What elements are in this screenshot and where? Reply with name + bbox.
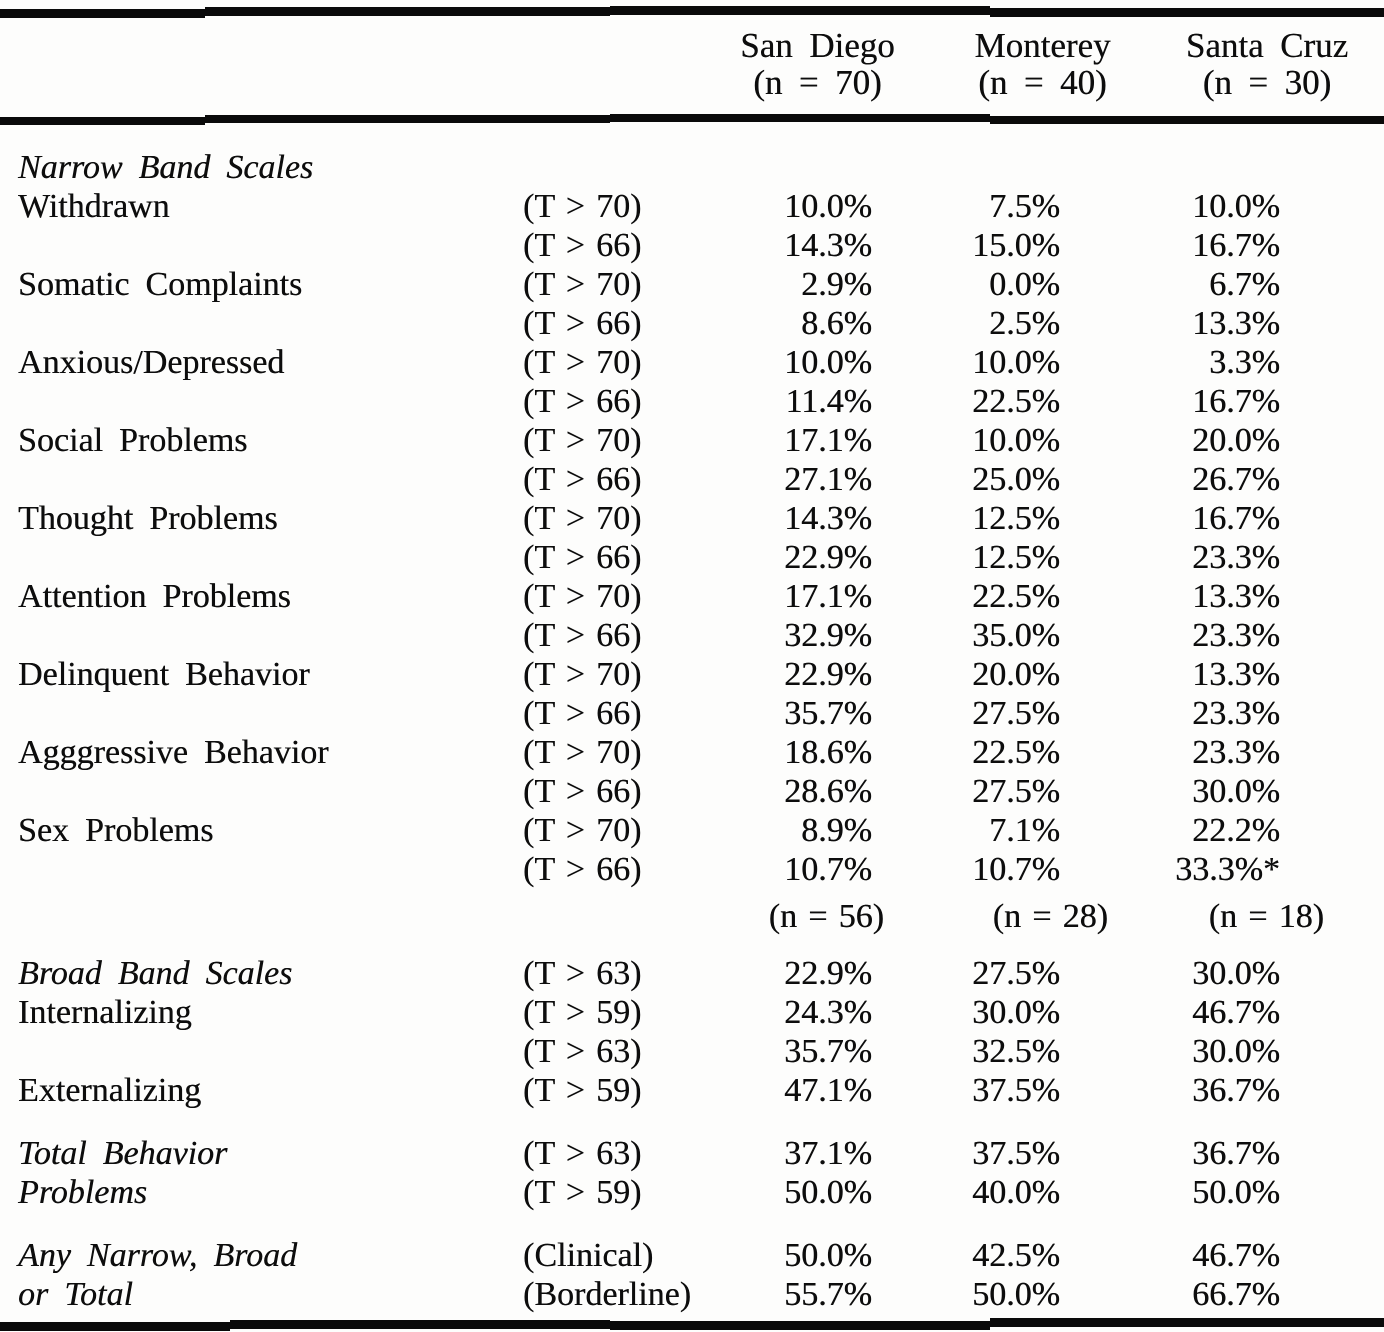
row-label: Thought Problems	[18, 500, 278, 537]
row-label: Internalizing	[18, 994, 192, 1031]
threshold-cell: (T > 70)	[523, 500, 642, 537]
threshold-cell: (T > 66)	[523, 461, 642, 498]
value-cell: 42.5%	[972, 1237, 1060, 1274]
value-cell: 30.0%	[1192, 1033, 1280, 1070]
value-cell: 16.7%	[1192, 227, 1280, 264]
row-label	[18, 538, 523, 577]
value-cell: 66.7%	[1192, 1276, 1280, 1313]
value-cell: 35.7%	[784, 695, 872, 732]
value-cell: 37.5%	[972, 1135, 1060, 1172]
table-row	[0, 265, 1384, 304]
value-cell: 8.9%	[801, 812, 872, 849]
threshold-cell: (T > 70)	[523, 656, 642, 693]
value-cell: 32.9%	[784, 617, 872, 654]
column-headers	[0, 27, 1384, 101]
table-row	[0, 811, 1384, 850]
threshold-cell: (T > 63)	[523, 1033, 642, 1070]
value-cell: 7.1%	[989, 812, 1060, 849]
table-section-narrow	[0, 148, 1384, 936]
table-row	[0, 1032, 1384, 1071]
table-row	[0, 460, 1384, 499]
value-cell: 37.1%	[784, 1135, 872, 1172]
column-sample-size: (n = 70)	[753, 63, 882, 102]
threshold-cell: (T > 66)	[523, 305, 642, 342]
value-cell: 11.4%	[785, 383, 872, 420]
value-cell: 22.9%	[784, 955, 872, 992]
row-label: Social Problems	[18, 422, 248, 459]
table-row	[0, 1173, 1384, 1212]
threshold-cell: (Clinical)	[523, 1237, 654, 1274]
value-cell: 37.5%	[972, 1072, 1060, 1109]
value-cell: 7.5%	[989, 188, 1060, 225]
header-rule	[0, 114, 1384, 126]
table-row	[0, 538, 1384, 577]
threshold-cell: (T > 70)	[523, 734, 642, 771]
column-header-santa-cruz	[1150, 27, 1384, 101]
value-cell: 10.7%	[784, 851, 872, 888]
table-body	[0, 148, 1384, 1314]
row-label	[18, 226, 523, 265]
column-title: Monterey	[974, 26, 1111, 65]
value-cell: 27.1%	[784, 461, 872, 498]
table-row	[0, 1134, 1384, 1173]
table-row	[0, 616, 1384, 655]
table-row	[0, 954, 1384, 993]
value-cell: 20.0%	[1192, 422, 1280, 459]
threshold-cell: (T > 66)	[523, 539, 642, 576]
table-row	[0, 421, 1384, 460]
threshold-cell: (T > 66)	[523, 695, 642, 732]
table-row	[0, 304, 1384, 343]
row-label: Sex Problems	[18, 812, 214, 849]
row-label	[18, 304, 523, 343]
row-label: Total Behavior	[18, 1135, 228, 1172]
table-row	[0, 577, 1384, 616]
table-row	[0, 993, 1384, 1032]
threshold-cell: (T > 66)	[523, 383, 642, 420]
column-sample-size: (n = 40)	[978, 63, 1107, 102]
column-sample-size: (n = 30)	[1202, 63, 1332, 102]
threshold-cell: (T > 70)	[523, 344, 642, 381]
bottom-rule	[0, 1318, 1384, 1330]
threshold-cell: (T > 70)	[523, 812, 642, 849]
table-row	[0, 226, 1384, 265]
threshold-cell: (T > 63)	[523, 955, 642, 992]
row-label: Externalizing	[18, 1072, 202, 1109]
row-label: Agggressive Behavior	[18, 734, 329, 771]
value-cell: 50.0%	[784, 1174, 872, 1211]
value-cell: 2.9%	[801, 266, 872, 303]
value-cell: 36.7%	[1192, 1135, 1280, 1172]
value-cell: 24.3%	[784, 994, 872, 1031]
value-cell: 40.0%	[972, 1174, 1060, 1211]
value-cell: 55.7%	[784, 1276, 872, 1313]
value-cell: 50.0%	[784, 1237, 872, 1274]
value-cell: 27.5%	[972, 773, 1060, 810]
table-section-total	[0, 1134, 1384, 1212]
row-label	[18, 460, 523, 499]
value-cell: 18.6%	[784, 734, 872, 771]
value-cell: 26.7%	[1192, 461, 1280, 498]
threshold-cell: (T > 70)	[523, 188, 642, 225]
threshold-cell: (T > 70)	[523, 266, 642, 303]
value-cell: 30.0%	[1192, 955, 1280, 992]
value-cell: (n = 56)	[768, 898, 884, 935]
table-section-broad	[0, 954, 1384, 1110]
value-cell: 35.0%	[972, 617, 1060, 654]
value-cell: 23.3%	[1192, 695, 1280, 732]
row-label	[18, 694, 523, 733]
column-title: Santa Cruz	[1185, 26, 1349, 65]
value-cell: 14.3%	[784, 227, 872, 264]
value-cell: 6.7%	[1209, 266, 1280, 303]
threshold-cell: (T > 59)	[523, 994, 642, 1031]
value-cell: (n = 28)	[992, 898, 1108, 935]
value-cell: 22.2%	[1192, 812, 1280, 849]
value-cell: 33.3%*	[1175, 851, 1280, 888]
value-cell: 32.5%	[972, 1033, 1060, 1070]
value-cell: 13.3%	[1192, 656, 1280, 693]
row-label: Somatic Complaints	[18, 266, 303, 303]
table-row	[0, 694, 1384, 733]
column-header-san-diego	[700, 27, 935, 101]
threshold-cell: (T > 70)	[523, 578, 642, 615]
value-cell: 3.3%	[1209, 344, 1280, 381]
value-cell: 0.0%	[989, 266, 1060, 303]
table-row	[0, 733, 1384, 772]
value-cell: 14.3%	[784, 500, 872, 537]
value-cell: 10.0%	[1192, 188, 1280, 225]
value-cell: 23.3%	[1192, 734, 1280, 771]
threshold-cell: (T > 63)	[523, 1135, 642, 1172]
value-cell: 17.1%	[784, 422, 872, 459]
threshold-cell: (T > 66)	[523, 227, 642, 264]
subsample-size-row	[0, 897, 1384, 936]
row-label	[18, 772, 523, 811]
table-row	[0, 772, 1384, 811]
threshold-cell: (T > 66)	[523, 851, 642, 888]
table-row	[0, 850, 1384, 889]
value-cell: 22.5%	[972, 578, 1060, 615]
value-cell: 36.7%	[1192, 1072, 1280, 1109]
value-cell: 22.5%	[972, 383, 1060, 420]
value-cell: (n = 18)	[1208, 898, 1324, 935]
value-cell: 46.7%	[1192, 994, 1280, 1031]
value-cell: 10.0%	[784, 344, 872, 381]
value-cell: 12.5%	[972, 500, 1060, 537]
row-label: or Total	[18, 1276, 133, 1313]
value-cell: 22.9%	[784, 539, 872, 576]
value-cell: 23.3%	[1192, 617, 1280, 654]
table-row	[0, 1236, 1384, 1275]
table-row	[0, 499, 1384, 538]
threshold-cell: (T > 66)	[523, 773, 642, 810]
threshold-cell: (T > 59)	[523, 1072, 642, 1109]
value-cell: 13.3%	[1192, 578, 1280, 615]
row-label	[18, 850, 523, 889]
value-cell: 10.0%	[784, 188, 872, 225]
table-row	[0, 343, 1384, 382]
value-cell: 17.1%	[784, 578, 872, 615]
threshold-cell: (T > 66)	[523, 617, 642, 654]
row-label: Problems	[18, 1174, 148, 1211]
row-label: Delinquent Behavior	[18, 656, 310, 693]
value-cell: 27.5%	[972, 695, 1060, 732]
header-spacer	[0, 27, 700, 101]
value-cell: 22.5%	[972, 734, 1060, 771]
value-cell: 23.3%	[1192, 539, 1280, 576]
value-cell: 30.0%	[1192, 773, 1280, 810]
table-row	[0, 1071, 1384, 1110]
value-cell: 12.5%	[972, 539, 1060, 576]
row-label: Broad Band Scales	[18, 955, 293, 992]
value-cell: 10.0%	[972, 422, 1060, 459]
table-row	[0, 655, 1384, 694]
value-cell: 46.7%	[1192, 1237, 1280, 1274]
value-cell: 50.0%	[1192, 1174, 1280, 1211]
value-cell: 16.7%	[1192, 500, 1280, 537]
value-cell: 16.7%	[1192, 383, 1280, 420]
row-label	[18, 382, 523, 421]
value-cell: 13.3%	[1192, 305, 1280, 342]
table-section-any	[0, 1236, 1384, 1314]
value-cell: 25.0%	[972, 461, 1060, 498]
threshold-cell: (T > 70)	[523, 422, 642, 459]
column-title: San Diego	[740, 26, 895, 65]
row-label: Any Narrow, Broad	[18, 1237, 298, 1274]
top-rule	[0, 6, 1384, 18]
value-cell: 27.5%	[972, 955, 1060, 992]
value-cell: 8.6%	[801, 305, 872, 342]
row-label	[18, 1032, 523, 1071]
table-row	[0, 187, 1384, 226]
row-label	[18, 616, 523, 655]
section-header-label: Narrow Band Scales	[18, 149, 314, 186]
threshold-cell	[523, 897, 713, 936]
table-row	[0, 382, 1384, 421]
value-cell: 20.0%	[972, 656, 1060, 693]
value-cell: 2.5%	[989, 305, 1060, 342]
row-label: Anxious/Depressed	[18, 344, 285, 381]
row-label	[18, 897, 523, 936]
column-header-monterey	[935, 27, 1150, 101]
value-cell: 28.6%	[784, 773, 872, 810]
threshold-cell: (Borderline)	[523, 1276, 692, 1313]
value-cell: 10.7%	[972, 851, 1060, 888]
value-cell: 10.0%	[972, 344, 1060, 381]
threshold-cell: (T > 59)	[523, 1174, 642, 1211]
row-label: Withdrawn	[18, 188, 170, 225]
table-row	[0, 1275, 1384, 1314]
value-cell: 35.7%	[784, 1033, 872, 1070]
row-label: Attention Problems	[18, 578, 291, 615]
section-header-row	[0, 148, 1384, 187]
value-cell: 30.0%	[972, 994, 1060, 1031]
value-cell: 22.9%	[784, 656, 872, 693]
value-cell: 47.1%	[784, 1072, 872, 1109]
value-cell: 15.0%	[972, 227, 1060, 264]
value-cell: 50.0%	[972, 1276, 1060, 1313]
